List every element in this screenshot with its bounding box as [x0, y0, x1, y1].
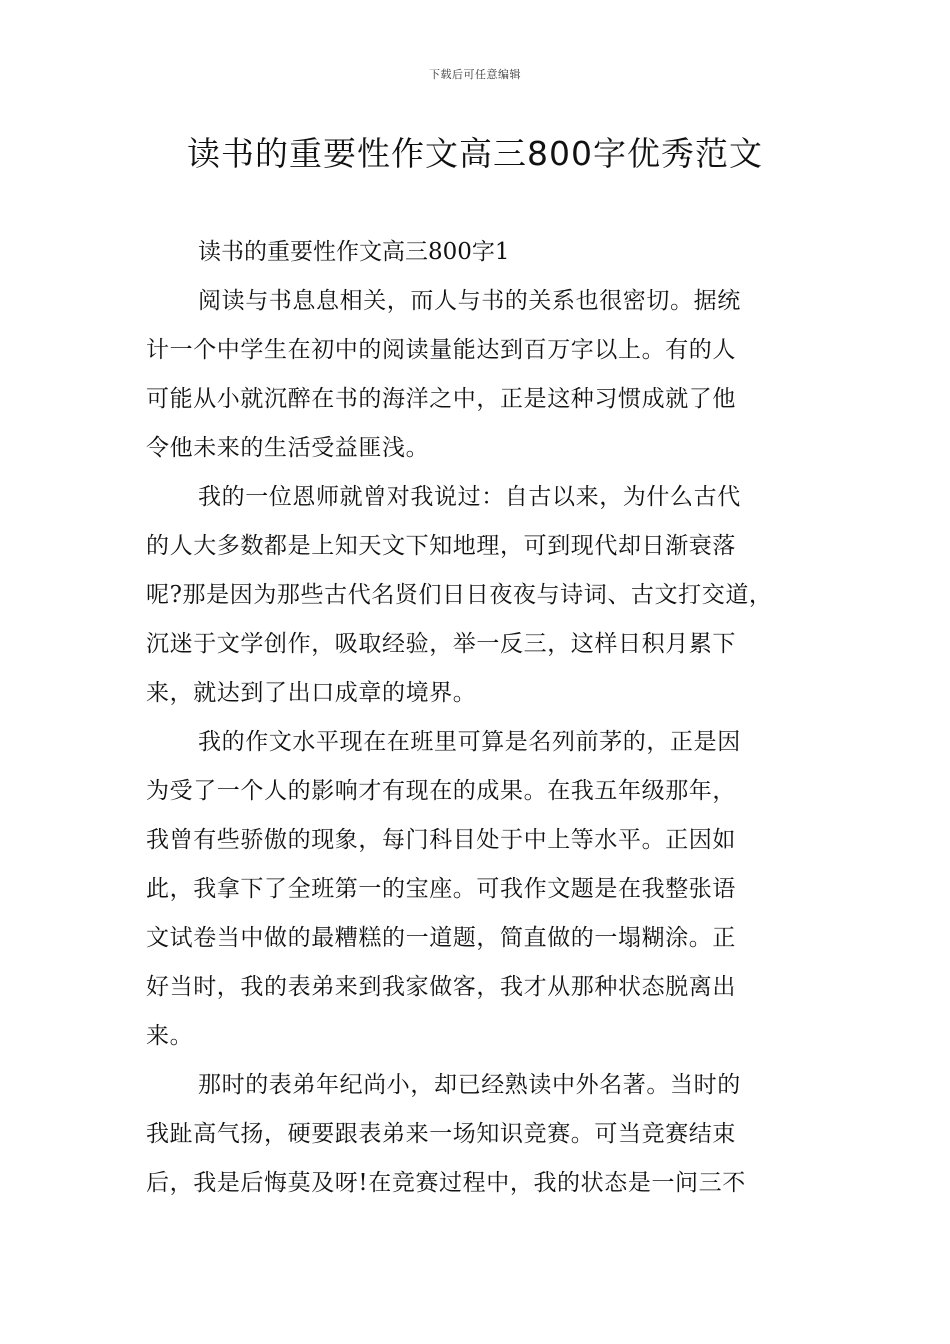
- paragraph-line: 此，我拿下了全班第一的宝座。可我作文题是在我整张语: [146, 876, 736, 902]
- paragraph-1: [146, 277, 810, 473]
- paragraph-line: 来，就达到了出口成章的境界。: [146, 680, 477, 706]
- header-note: 下载后可任意编辑: [429, 68, 521, 81]
- paragraph-line: 那时的表弟年纪尚小，却已经熟读中外名著。当时的: [198, 1072, 741, 1098]
- paragraph-line: 我趾高气扬，硬要跟表弟来一场知识竞赛。可当竞赛结束: [146, 1121, 736, 1147]
- paragraph-line: 沉迷于文学创作，吸取经验，举一反三，这样日积月累下: [146, 631, 736, 657]
- paragraph-line: 我的一位恩师就曾对我说过：自古以来，为什么古代: [198, 484, 741, 510]
- document-body: [146, 228, 810, 1208]
- paragraph-line: 可能从小就沉醉在书的海洋之中，正是这种习惯成就了他: [146, 386, 736, 412]
- paragraph-3: [146, 718, 810, 1061]
- paragraph-line: 好当时，我的表弟来到我家做客，我才从那种状态脱离出: [146, 974, 736, 1000]
- paragraph-line: 我的作文水平现在在班里可算是名列前茅的，正是因: [198, 729, 741, 755]
- paragraph-line: 呢?那是因为那些古代名贤们日日夜夜与诗词、古文打交道，: [146, 582, 773, 608]
- paragraph-line: 阅读与书息息相关，而人与书的关系也很密切。据统: [198, 288, 741, 314]
- document-title: 读书的重要性作文高三800字优秀范文: [187, 134, 763, 173]
- paragraph-line: 令他未来的生活受益匪浅。: [146, 435, 430, 461]
- paragraph-line: 我曾有些骄傲的现象，每门科目处于中上等水平。正因如: [146, 827, 736, 853]
- paragraph-line: 计一个中学生在初中的阅读量能达到百万字以上。有的人: [146, 337, 736, 363]
- paragraph-line: 为受了一个人的影响才有现在的成果。在我五年级那年，: [146, 778, 736, 804]
- paragraph-2: [146, 473, 810, 718]
- paragraph-4: [146, 1061, 810, 1208]
- section-subheading: 读书的重要性作文高三800字1: [198, 239, 510, 265]
- paragraph-line: 后，我是后悔莫及呀!在竞赛过程中，我的状态是一问三不: [146, 1170, 746, 1196]
- paragraph-line: 的人大多数都是上知天文下知地理，可到现代却日渐衰落: [146, 533, 736, 559]
- paragraph-line: 来。: [146, 1023, 194, 1049]
- paragraph-line: 文试卷当中做的最糟糕的一道题，简直做的一塌糊涂。正: [146, 925, 736, 951]
